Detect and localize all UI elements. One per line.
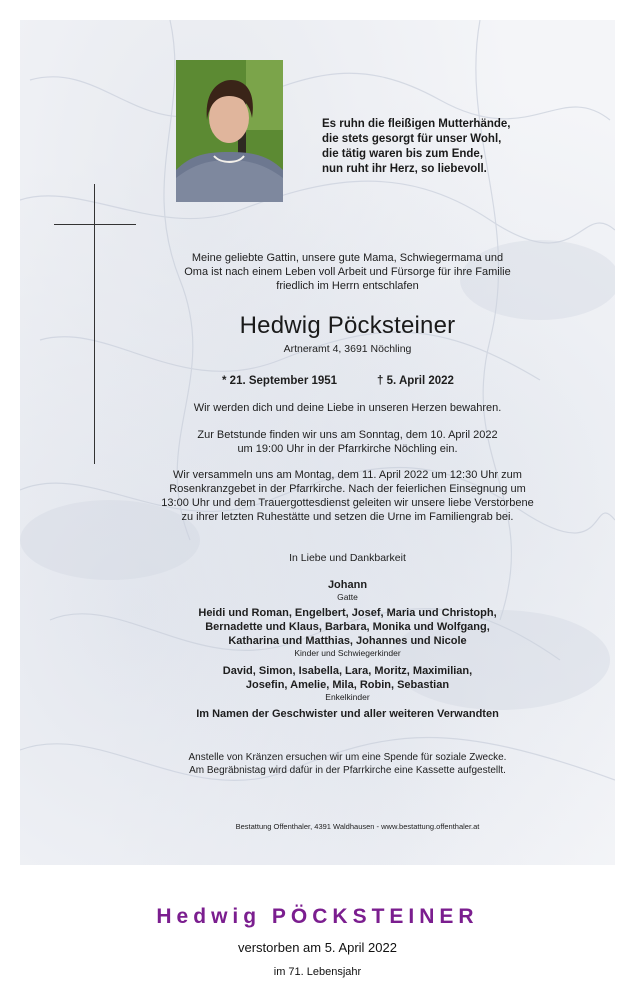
husband-role: Gatte xyxy=(337,592,358,602)
prayer-line: Zur Betstunde finden wir uns am Sonntag, dem 10. April 2022 xyxy=(197,429,498,441)
children-line: Bernadette und Klaus, Barbara, Monika und Wolfgang, xyxy=(205,621,490,633)
service-line: zu ihrer letzten Ruhestätte und setzen die Urne im Familiengrab bei. xyxy=(181,511,514,523)
intro-line: Oma ist nach einem Leben voll Arbeit und Fürsorge für ihre Familie xyxy=(184,266,511,278)
footer-age: im 71. Lebensjahr xyxy=(273,966,362,978)
cross-vertical-bar xyxy=(94,184,95,464)
children-line: Heidi und Roman, Engelbert, Josef, Maria und Christoph, xyxy=(198,607,497,619)
footer-died: verstorben am 5. April 2022 xyxy=(238,940,397,955)
service-text xyxy=(100,468,595,524)
service-line: 13:00 Uhr und dem Trauergottesdienst geleiten wir unsere liebe Verstorbene xyxy=(161,497,534,509)
death-date: † 5. April 2022 xyxy=(377,375,454,387)
donation-text xyxy=(120,751,575,777)
service-line: Rosenkranzgebet in der Pfarrkirche. Nach der feierlichen Einsegnung um xyxy=(169,483,526,495)
poem-line: nun ruht ihr Herz, so liebevoll. xyxy=(322,163,487,175)
prayer-text xyxy=(120,428,575,456)
footer-name: Hedwig PÖCKSTEINER xyxy=(156,905,479,928)
portrait-photo xyxy=(176,60,283,202)
prayer-line: um 19:00 Uhr in der Pfarrkirche Nöchling ein. xyxy=(237,443,458,455)
cross-horizontal-bar xyxy=(54,224,136,225)
service-line: Wir versammeln uns am Montag, dem 11. April 2022 um 12:30 Uhr zum xyxy=(173,469,522,481)
donation-line: Am Begräbnistag wird dafür in der Pfarrkirche eine Kassette aufgestellt. xyxy=(189,765,506,776)
intro-text xyxy=(120,251,575,293)
intro-line: Meine geliebte Gattin, unsere gute Mama, Schwiegermama und xyxy=(191,252,504,264)
mourner-children xyxy=(120,606,575,659)
grandchildren-line: Josefin, Amelie, Mila, Robin, Sebastian xyxy=(245,679,450,691)
mourner-husband xyxy=(120,578,575,603)
memory-text: Wir werden dich und deine Liebe in unseren Herzen bewahren. xyxy=(193,402,502,414)
poem-verse xyxy=(322,117,552,177)
children-line: Katharina und Matthias, Johannes und Nicole xyxy=(228,635,467,647)
deceased-address: Artneramt 4, 3691 Nöchling xyxy=(283,343,412,355)
deceased-name: Hedwig Pöcksteiner xyxy=(239,312,456,339)
birth-date: * 21. September 1951 xyxy=(222,375,338,387)
mourner-grandchildren xyxy=(120,664,575,703)
mourner-siblings: Im Namen der Geschwister und aller weiteren Verwandten xyxy=(196,708,499,720)
grandchildren-role: Enkelkinder xyxy=(325,692,370,702)
poem-line: die stets gesorgt für unser Wohl, xyxy=(322,133,502,145)
grandchildren-line: David, Simon, Isabella, Lara, Moritz, Maximilian, xyxy=(222,665,473,677)
poem-line: Es ruhn die fleißigen Mutterhände, xyxy=(322,118,511,130)
children-role: Kinder und Schwiegerkinder xyxy=(294,648,401,658)
intro-line: friedlich im Herrn entschlafen xyxy=(276,280,419,292)
closing-text: In Liebe und Dankbarkeit xyxy=(289,552,406,564)
funeral-home-text: Bestattung Offenthaler, 4391 Waldhausen - www.bestattung.offenthaler.at xyxy=(235,822,480,831)
donation-line: Anstelle von Kränzen ersuchen wir um eine Spende für soziale Zwecke. xyxy=(188,752,507,763)
poem-line: die tätig waren bis zum Ende, xyxy=(322,148,484,160)
husband-name: Johann xyxy=(327,579,368,591)
